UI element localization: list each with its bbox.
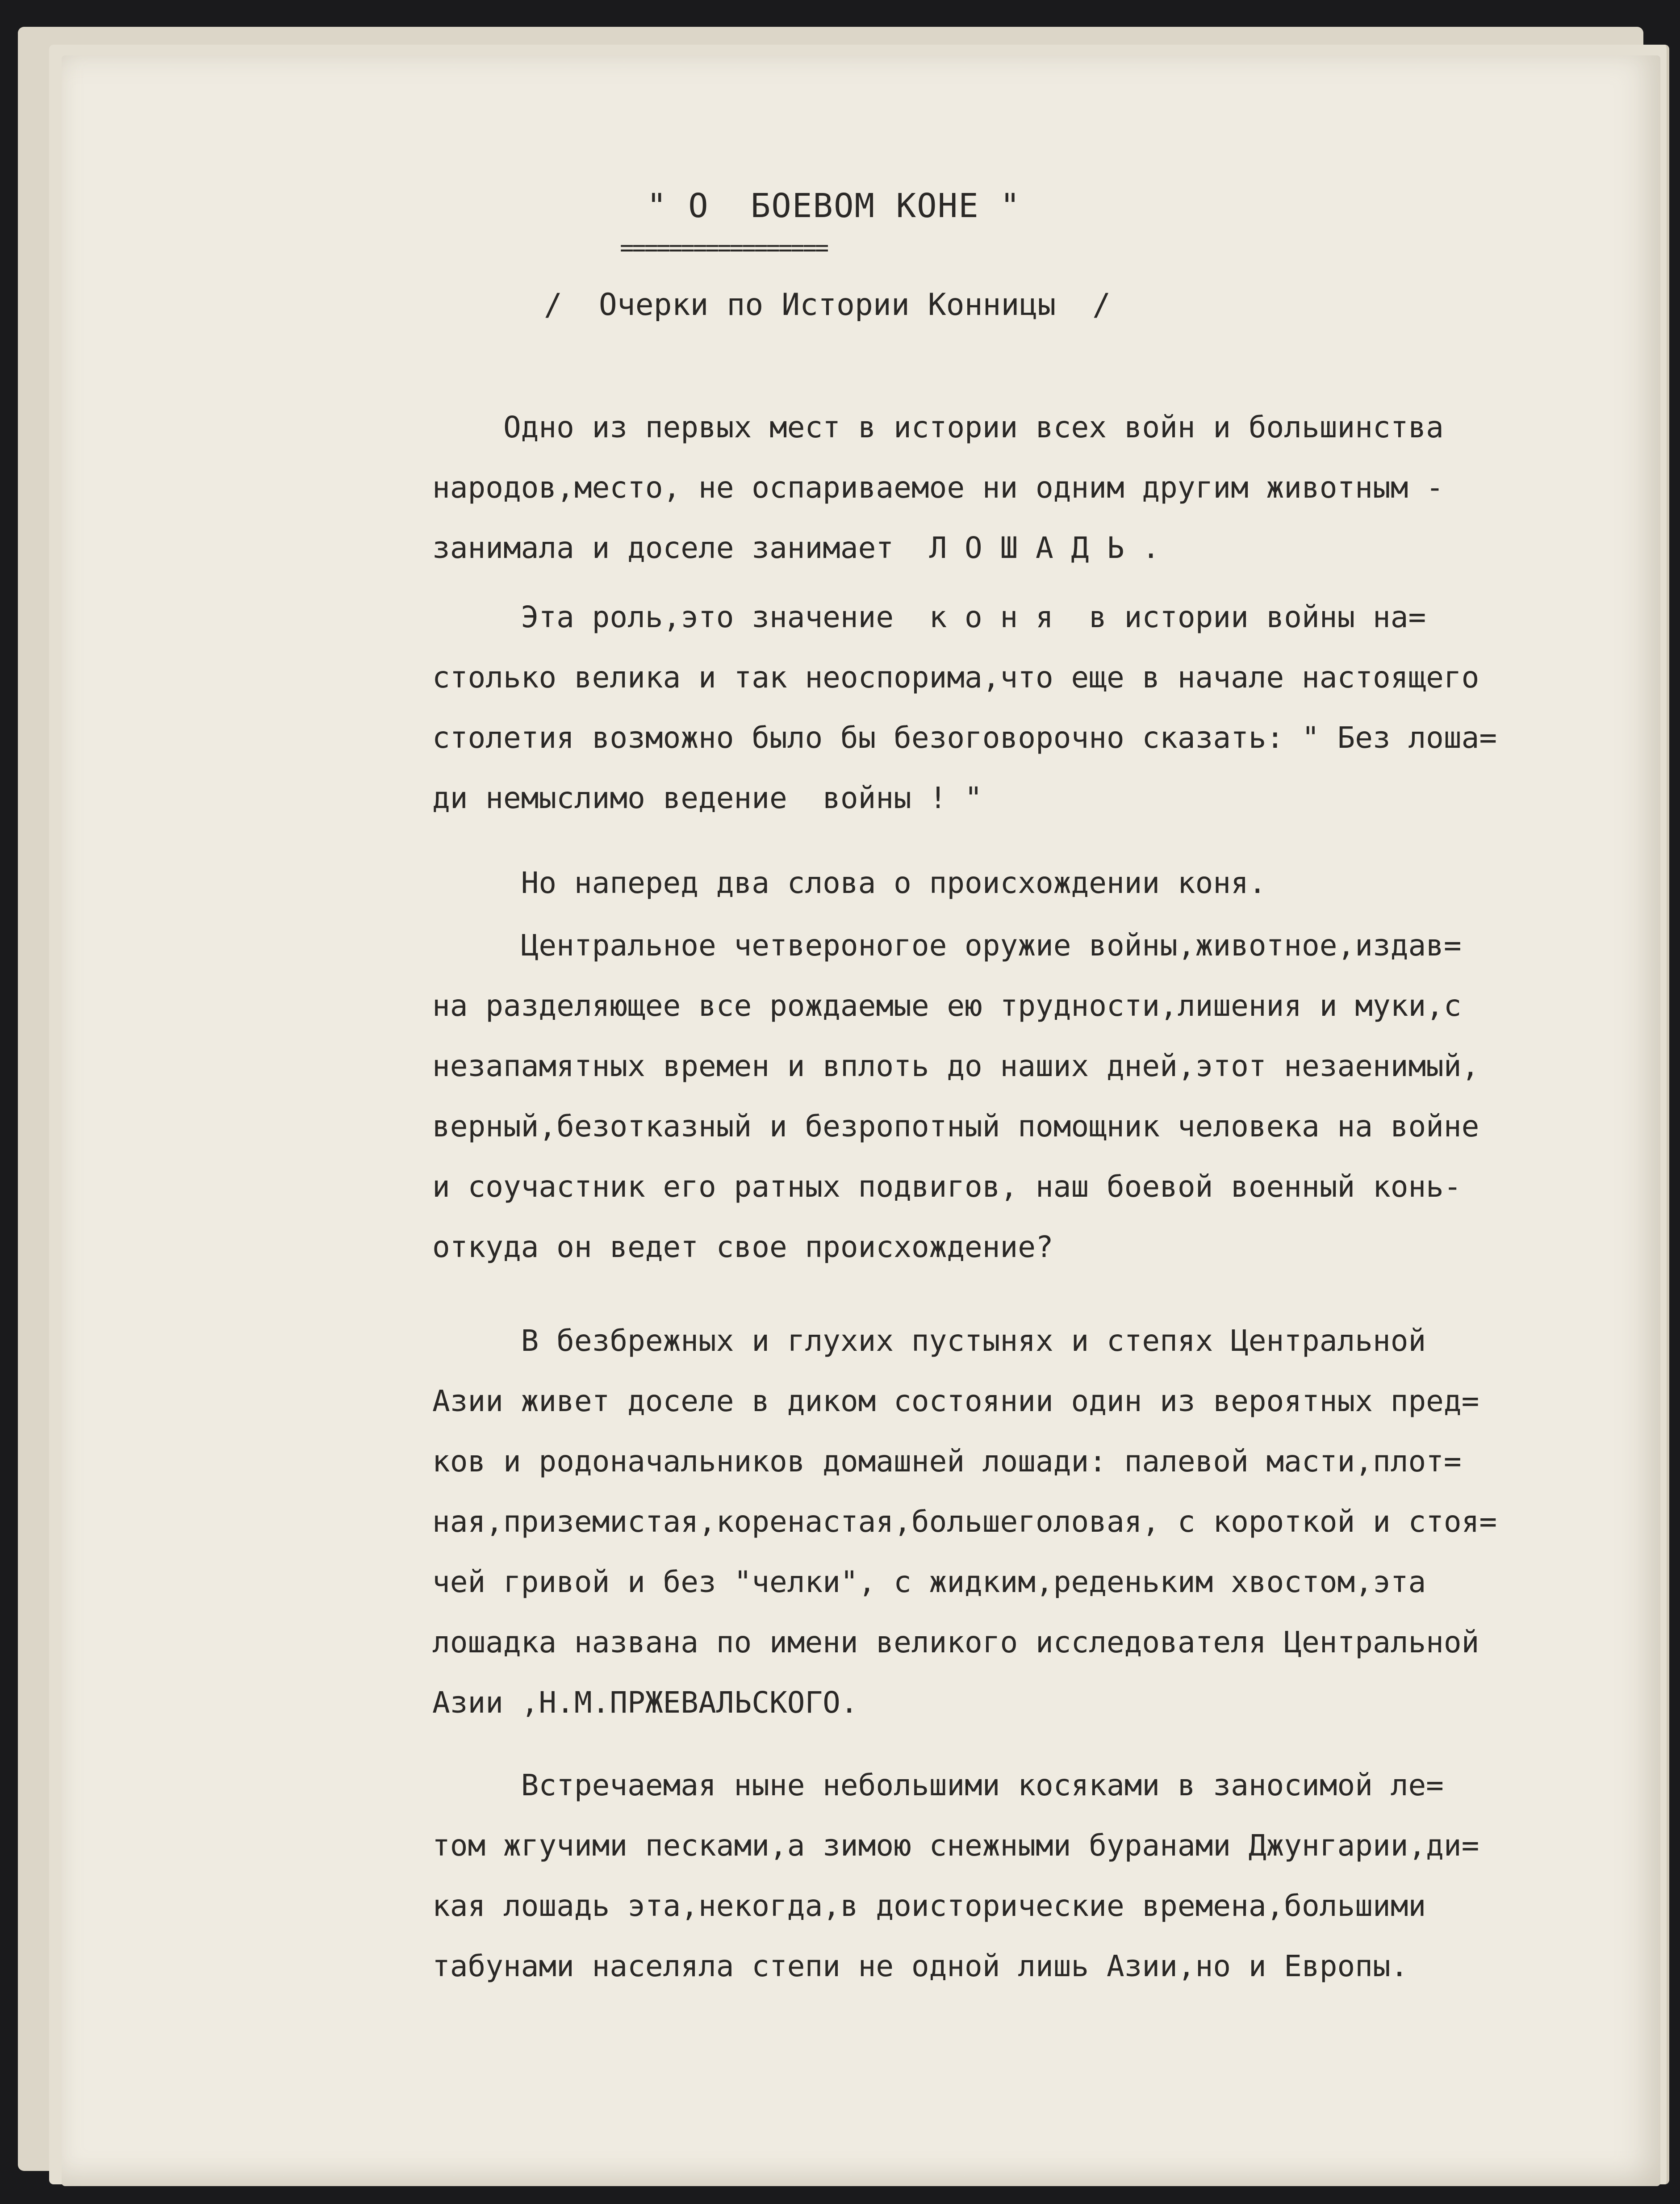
- text-line: Но наперед два слова о происхождении коня.: [432, 866, 1266, 900]
- text-line: Азии живет доселе в диком состоянии один из вероятных пред=: [432, 1384, 1479, 1418]
- text-line: столетия возможно было бы безоговорочно сказать: " Без лоша=: [432, 721, 1497, 755]
- text-line: верный,безотказный и безропотный помощник человека на войне: [432, 1109, 1479, 1144]
- text-line: лошадка названа по имени великого исследователя Центральной: [432, 1625, 1479, 1659]
- document-title: " О БОЕВОМ КОНЕ ": [647, 187, 1021, 225]
- text-line: столько велика и так неоспорима,что еще в начале настоящего: [432, 660, 1479, 695]
- text-line: В безбрежных и глухих пустынях и степях Центральной: [432, 1324, 1426, 1358]
- text-line: народов,место, не оспариваемое ни одним другим животным -: [432, 470, 1444, 505]
- text-line: занимала и доселе занимает Л О Ш А Д Ь .: [432, 531, 1160, 565]
- document-subtitle: / Очерки по Истории Конницы /: [544, 287, 1111, 323]
- text-line: ди немыслимо ведение войны ! ": [432, 781, 982, 815]
- text-line: ная,приземистая,коренастая,большеголовая, с короткой и стоя=: [432, 1504, 1497, 1539]
- text-line: чей гривой и без "челки", с жидким,реденьким хвостом,эта: [432, 1565, 1426, 1599]
- text-line: Эта роль,это значение к о н я в истории войны на=: [432, 600, 1426, 634]
- text-line: и соучастник его ратных подвигов, наш боевой военный конь-: [432, 1169, 1462, 1204]
- text-line: откуда он ведет свое происхождение?: [432, 1230, 1053, 1264]
- title-underline: =================: [620, 235, 827, 261]
- text-line: Встречаемая ныне небольшими косяками в заносимой ле=: [432, 1768, 1444, 1802]
- text-line: Одно из первых мест в истории всех войн и большинства: [432, 410, 1444, 444]
- text-line: на разделяющее все рождаемые ею трудности,лишения и муки,с: [432, 989, 1462, 1023]
- text-line: ков и родоначальников домашней лошади: палевой масти,плот=: [432, 1444, 1462, 1479]
- underlying-pages: [49, 45, 1669, 2184]
- text-line: табунами населяла степи не одной лишь Азии,но и Европы.: [432, 1949, 1408, 1983]
- text-line: Азии ,Н.М.ПРЖЕВАЛЬСКОГО.: [432, 1685, 858, 1720]
- text-line: незапамятных времен и вплоть до наших дней,этот незаенимый,: [432, 1049, 1479, 1083]
- text-line: кая лошадь эта,некогда,в доисторические времена,большими: [432, 1889, 1426, 1923]
- text-line: том жгучими песками,а зимою снежными буранами Джунгарии,ди=: [432, 1828, 1479, 1863]
- typewritten-page: [62, 55, 1660, 2186]
- text-line: Центральное четвероногое оружие войны,животное,издав=: [432, 928, 1462, 963]
- page-stack: [18, 27, 1643, 2171]
